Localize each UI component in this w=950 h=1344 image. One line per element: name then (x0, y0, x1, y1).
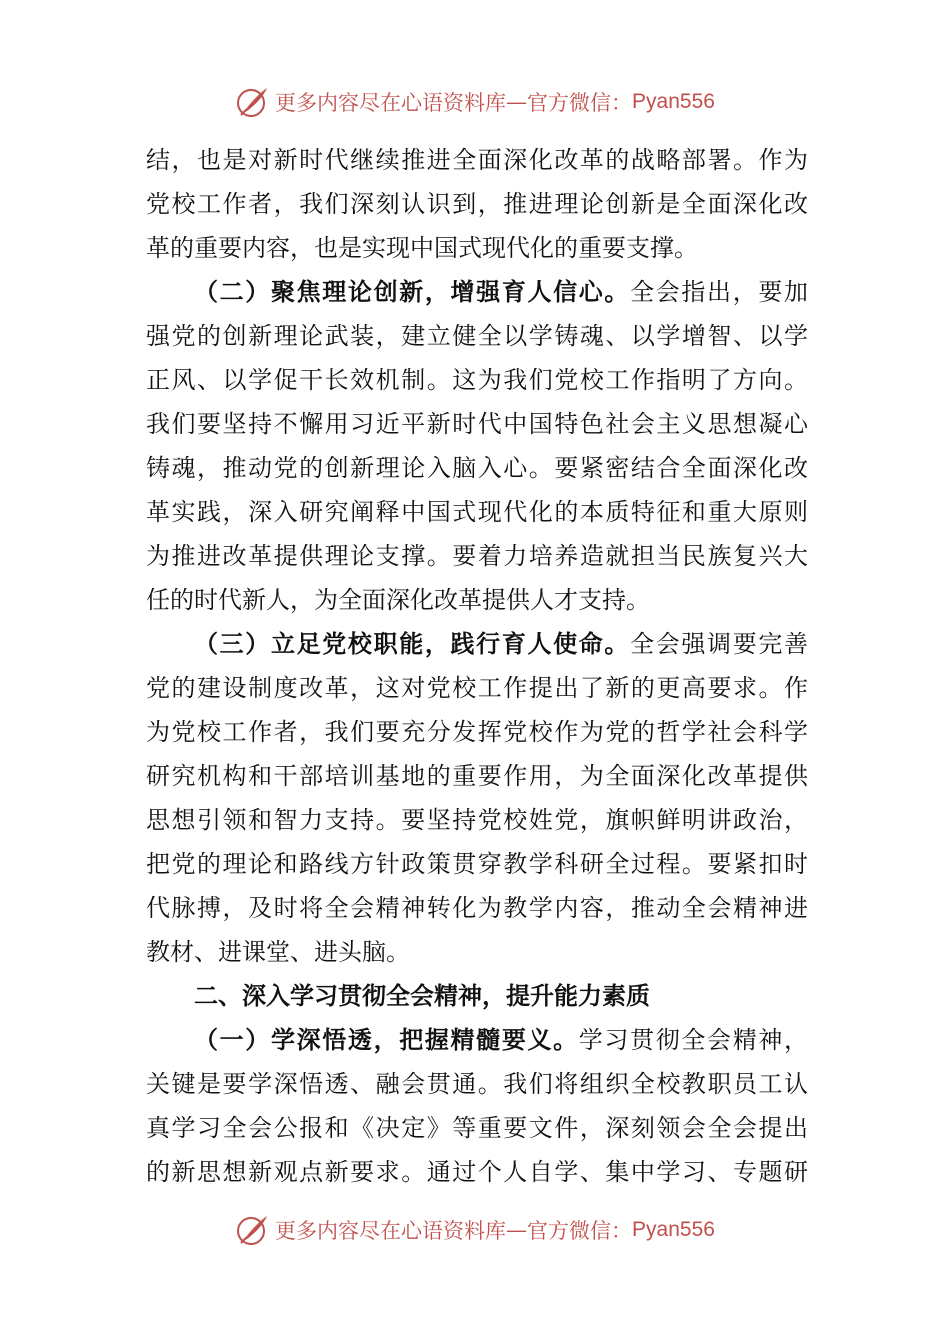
line-text: 研究机构和干部培训基地的重要作用，为全面深化改革提供 (146, 762, 808, 790)
line-text: 铸魂，推动党的创新理论入脑入心。要紧密结合全面深化改 (146, 454, 808, 482)
subheading-bold: （一）学深悟透，把握精髓要义。 (194, 1026, 579, 1054)
quill-logo-icon (235, 1213, 269, 1247)
subheading-bold: （二）聚焦理论创新，增强育人信心。 (194, 278, 631, 306)
line-text: 把党的理论和路线方针政策贯穿教学科研全过程。要紧扣时 (146, 850, 808, 878)
text-line (146, 1062, 808, 1106)
line-text: 革实践，深入研究阐释中国式现代化的本质特征和重大原则 (146, 498, 808, 526)
line-text: 党校工作者，我们深刻认识到，推进理论创新是全面深化改 (146, 190, 808, 218)
text-line (146, 358, 808, 402)
text-line (146, 402, 808, 446)
watermark-wechat-label: 官方微信： (527, 1219, 633, 1243)
subheading-bold: （三）立足党校职能，践行育人使命。 (194, 630, 631, 658)
line-text: 强党的创新理论武装，建立健全以学铸魂、以学增智、以学 (146, 322, 808, 350)
text-line (146, 842, 808, 886)
watermark-header (0, 82, 950, 122)
text-line (146, 930, 808, 974)
text-line (146, 534, 808, 578)
line-text: 的新思想新观点新要求。通过个人自学、集中学习、专题研 (146, 1158, 808, 1186)
line-text: 真学习全会公报和《决定》等重要文件，深刻领会全会提出 (146, 1114, 808, 1142)
watermark-dash: — (506, 1218, 528, 1242)
line-text: 教材、进课堂、进头脑。 (146, 938, 410, 966)
line-text: 代脉搏，及时将全会精神转化为教学内容，推动全会精神进 (146, 894, 808, 922)
text-line (146, 314, 808, 358)
text-line (146, 446, 808, 490)
text-line (146, 886, 808, 930)
text-line (146, 1018, 808, 1062)
section-heading-text: 二、深入学习贯彻全会精神，提升能力素质 (194, 982, 650, 1010)
text-line (146, 622, 808, 666)
text-line (146, 666, 808, 710)
section-heading (146, 974, 808, 1018)
text-line (146, 710, 808, 754)
line-text: 关键是要学深悟透、融会贯通。我们将组织全校教职员工认 (146, 1070, 808, 1098)
watermark-footer (0, 1210, 950, 1250)
text-line (146, 182, 808, 226)
line-text: 正风、以学促干长效机制。这为我们党校工作指明了方向。 (146, 366, 808, 394)
text-line (146, 1150, 808, 1194)
line-text: 结，也是对新时代继续推进全面深化改革的战略部署。作为 (146, 146, 808, 174)
line-text: 为党校工作者，我们要充分发挥党校作为党的哲学社会科学 (146, 718, 808, 746)
text-line (146, 270, 808, 314)
line-text: 思想引领和智力支持。要坚持党校姓党，旗帜鲜明讲政治， (146, 806, 808, 834)
text-line (146, 578, 808, 622)
watermark-wechat-id: Pyan556 (632, 1218, 715, 1241)
watermark-text: 更多内容尽在心语资料库 (275, 1219, 507, 1243)
line-text: 全会指出，要加 (630, 278, 808, 306)
text-line (146, 226, 808, 270)
text-line (146, 1106, 808, 1150)
line-text: 党的建设制度改革，这对党校工作提出了新的更高要求。作 (146, 674, 808, 702)
line-text: 为推进改革提供理论支撑。要着力培养造就担当民族复兴大 (146, 542, 808, 570)
line-text: 全会强调要完善 (630, 630, 808, 658)
watermark-wechat-label: 官方微信： (527, 91, 633, 115)
line-text: 任的时代新人，为全面深化改革提供人才支持。 (146, 586, 650, 614)
document-body (146, 138, 808, 1194)
line-text: 我们要坚持不懈用习近平新时代中国特色社会主义思想凝心 (146, 410, 808, 438)
line-text: 学习贯彻全会精神， (578, 1026, 808, 1054)
text-line (146, 754, 808, 798)
watermark-wechat-id: Pyan556 (632, 90, 715, 113)
watermark-text: 更多内容尽在心语资料库 (275, 91, 507, 115)
text-line (146, 138, 808, 182)
line-text: 革的重要内容，也是实现中国式现代化的重要支撑。 (146, 234, 698, 262)
text-line (146, 490, 808, 534)
text-line (146, 798, 808, 842)
quill-logo-icon (235, 85, 269, 119)
watermark-dash: — (506, 90, 528, 114)
